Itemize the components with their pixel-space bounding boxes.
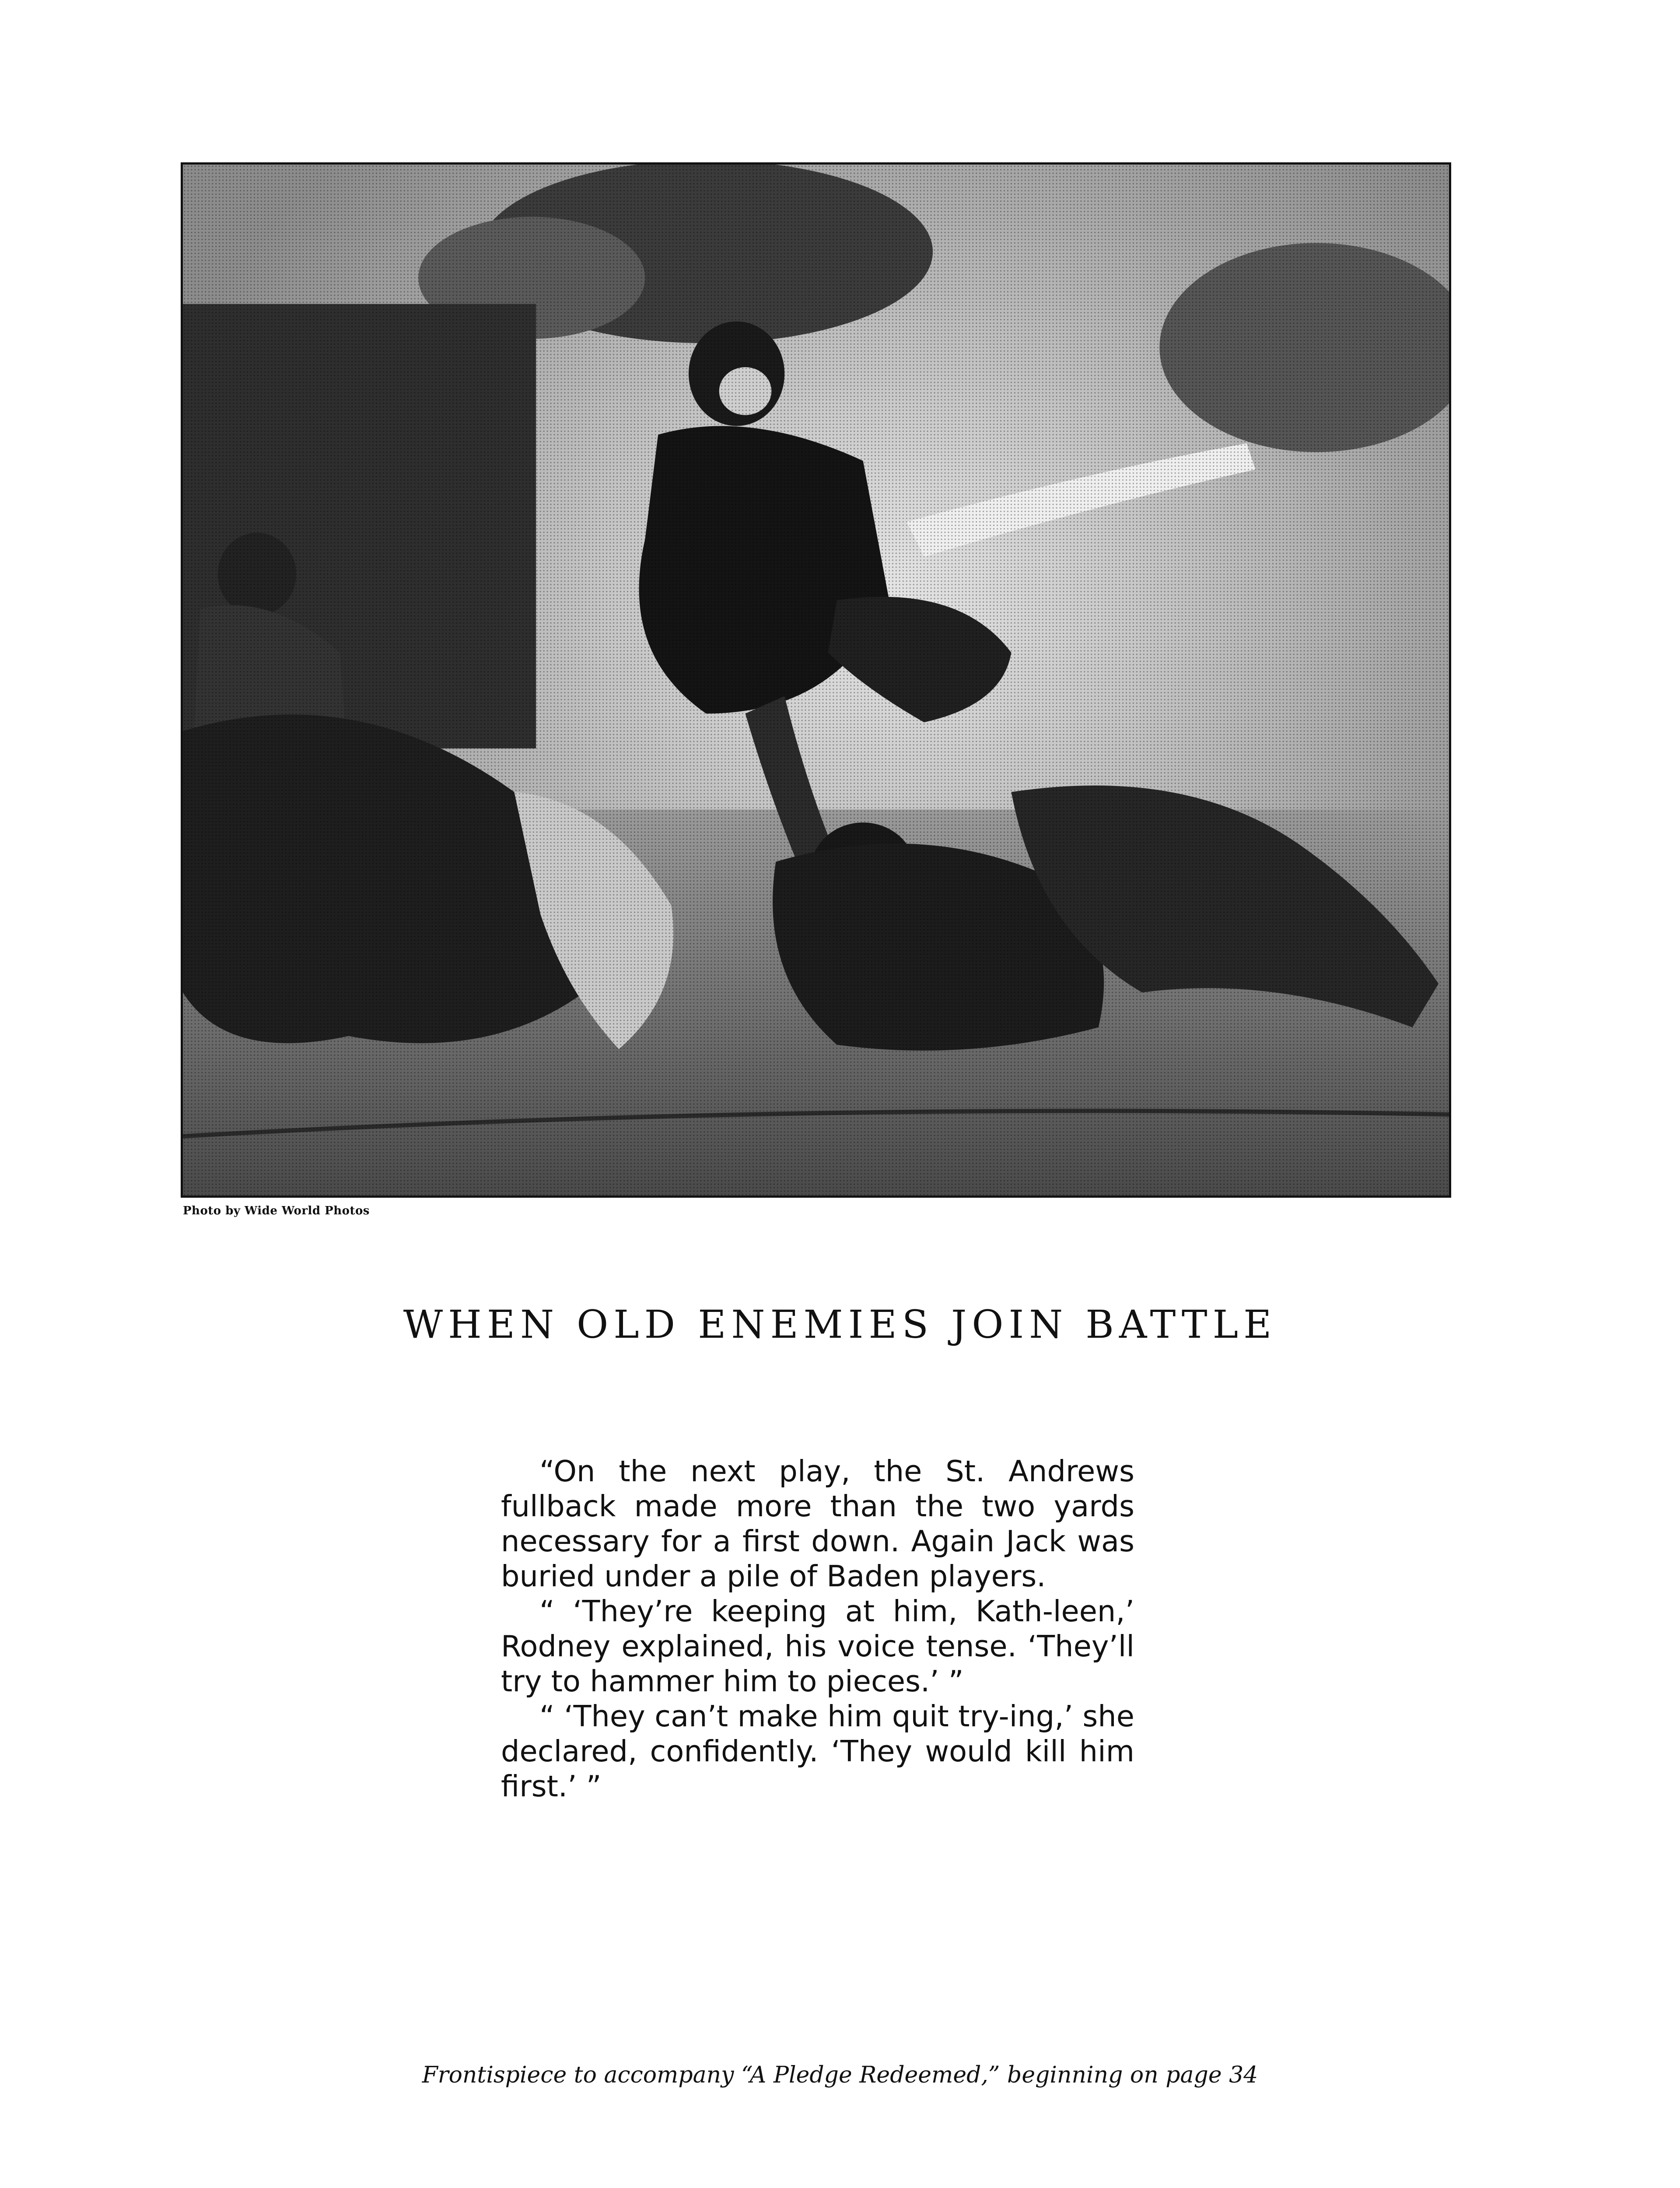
- article-headline: WHEN OLD ENEMIES JOIN BATTLE: [403, 1302, 1277, 1347]
- frontispiece-caption: Frontispiece to accompany “A Pledge Redeemed,” beginning on page 34: [422, 2062, 1258, 2088]
- quote-paragraph-3: “ ‘They can’t make him quit try-ing,’ she declared, confidently. ‘They would kill him first.’ ”: [501, 1699, 1134, 1803]
- football-photo-graphic: [183, 165, 1449, 1196]
- quote-paragraph-2: “ ‘They’re keeping at him, Kath-leen,’ Rodney explained, his voice tense. ‘They’ll try to hammer him to pieces.’ ”: [501, 1594, 1134, 1698]
- photo-credit: Photo by Wide World Photos: [183, 1204, 370, 1217]
- quote-block: [501, 1454, 1134, 1804]
- quote-paragraph-1: “On the next play, the St. Andrews fullback made more than the two yards necessary for a first down. Again Jack was buried under a pile of Baden players.: [501, 1454, 1134, 1593]
- football-photo: [181, 162, 1451, 1198]
